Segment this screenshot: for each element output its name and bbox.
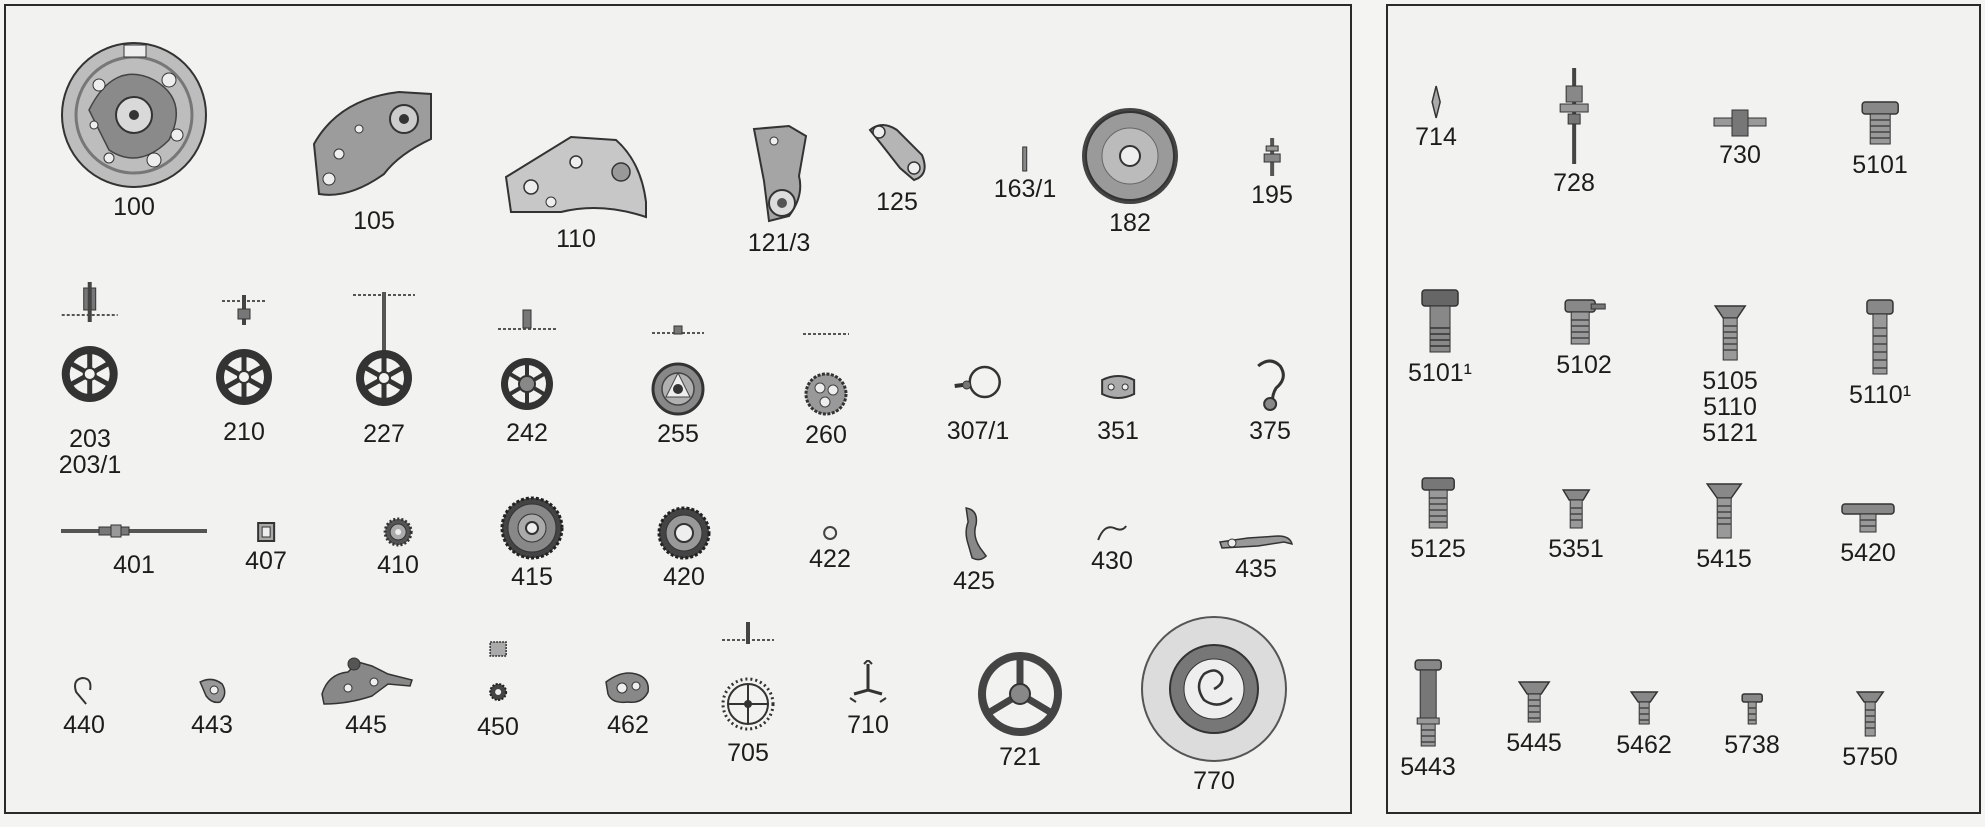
gear-icon bbox=[1080, 106, 1180, 206]
pallet-fork-icon bbox=[846, 660, 890, 708]
crown-wheel-icon bbox=[500, 496, 564, 560]
part-5443 bbox=[1400, 658, 1456, 780]
part-number: 5101¹ bbox=[1408, 359, 1472, 387]
winding-stem-icon bbox=[59, 518, 209, 548]
part-number: 375 bbox=[1249, 417, 1291, 445]
balance-staff-icon bbox=[1556, 66, 1592, 166]
part-number: 182 bbox=[1109, 209, 1151, 237]
pin-icon bbox=[1429, 84, 1443, 120]
part-307-1 bbox=[947, 360, 1010, 444]
part-number: 5351 bbox=[1548, 535, 1604, 563]
part-210 bbox=[214, 295, 274, 445]
part-number-alt: 203/1 bbox=[58, 451, 122, 479]
part-430 bbox=[1091, 522, 1133, 574]
part-number: 227 bbox=[363, 420, 405, 448]
clip-icon bbox=[951, 360, 1006, 414]
part-number: 210 bbox=[223, 418, 265, 446]
part-401 bbox=[59, 518, 209, 578]
ratchet-wheel-icon bbox=[657, 506, 711, 560]
part-422 bbox=[809, 524, 851, 572]
cam-icon bbox=[602, 668, 654, 708]
part-number: 5738 bbox=[1724, 731, 1780, 759]
part-number: 422 bbox=[809, 545, 851, 573]
plate-icon bbox=[1098, 370, 1138, 414]
part-5101-sup bbox=[1408, 288, 1472, 386]
lever-icon bbox=[744, 121, 814, 226]
wheel-icon bbox=[214, 295, 274, 415]
part-number: 5443 bbox=[1400, 753, 1456, 781]
part-number: 5750 bbox=[1842, 743, 1898, 771]
hairspring-icon bbox=[1138, 614, 1290, 764]
part-number: 5105 bbox=[1702, 367, 1758, 395]
bridge-icon bbox=[501, 132, 651, 222]
part-105 bbox=[309, 84, 439, 234]
screw-icon bbox=[1855, 688, 1885, 740]
part-705 bbox=[718, 622, 778, 766]
part-number: 110 bbox=[556, 225, 596, 253]
part-121-3 bbox=[744, 121, 814, 256]
screw-icon bbox=[1858, 98, 1902, 148]
lever-icon bbox=[1218, 530, 1294, 552]
part-number: 443 bbox=[191, 711, 233, 739]
part-number-alt: 5110 bbox=[1703, 393, 1757, 421]
part-number: 195 bbox=[1251, 181, 1293, 209]
part-5125 bbox=[1410, 476, 1466, 562]
screw-icon bbox=[1517, 678, 1551, 726]
part-100 bbox=[59, 40, 209, 220]
part-number: 5125 bbox=[1410, 535, 1466, 563]
part-242 bbox=[496, 308, 558, 446]
part-435 bbox=[1218, 530, 1294, 582]
part-462 bbox=[602, 668, 654, 738]
part-number: 450 bbox=[477, 713, 519, 741]
part-number: 260 bbox=[805, 421, 847, 449]
part-5351 bbox=[1548, 486, 1604, 562]
lever-icon bbox=[956, 504, 992, 564]
part-number: 5415 bbox=[1696, 545, 1752, 573]
part-714 bbox=[1415, 84, 1457, 150]
part-number: 430 bbox=[1091, 547, 1133, 575]
part-440 bbox=[63, 672, 105, 738]
screw-icon bbox=[1561, 298, 1607, 348]
part-730 bbox=[1712, 108, 1768, 168]
part-number: 121/3 bbox=[747, 229, 811, 257]
part-260 bbox=[801, 328, 851, 448]
part-number: 410 bbox=[377, 551, 419, 579]
part-5415 bbox=[1696, 480, 1752, 572]
part-number: 242 bbox=[506, 419, 548, 447]
part-227 bbox=[349, 292, 419, 447]
pinion-icon bbox=[486, 640, 510, 710]
spring-icon bbox=[1250, 358, 1290, 414]
screw-icon bbox=[1863, 298, 1897, 378]
roller-icon bbox=[1712, 108, 1768, 138]
wheel-icon bbox=[650, 325, 706, 417]
part-5110-sup bbox=[1849, 298, 1911, 408]
part-407 bbox=[245, 520, 287, 574]
part-number: 435 bbox=[1235, 555, 1277, 583]
part-728 bbox=[1553, 66, 1595, 196]
part-number: 728 bbox=[1553, 169, 1595, 197]
part-number: 5462 bbox=[1616, 731, 1672, 759]
part-415 bbox=[500, 496, 564, 590]
screw-icon bbox=[1713, 302, 1747, 364]
bridge-icon bbox=[309, 84, 439, 204]
part-number: 5420 bbox=[1840, 539, 1896, 567]
part-number: 770 bbox=[1193, 767, 1235, 795]
spring-icon bbox=[66, 672, 102, 708]
part-number: 307/1 bbox=[946, 417, 1010, 445]
part-number: 415 bbox=[511, 563, 553, 591]
part-182 bbox=[1080, 106, 1180, 236]
part-number: 714 bbox=[1415, 123, 1457, 151]
part-443 bbox=[191, 672, 233, 738]
part-255 bbox=[650, 325, 706, 447]
part-number: 730 bbox=[1719, 141, 1761, 169]
part-number: 5102 bbox=[1556, 351, 1612, 379]
part-203 bbox=[59, 282, 122, 478]
sleeve-icon bbox=[255, 520, 277, 544]
part-420 bbox=[657, 506, 711, 590]
part-number: 721 bbox=[999, 743, 1041, 771]
part-375 bbox=[1249, 358, 1291, 444]
part-5420 bbox=[1840, 500, 1896, 566]
wheel-icon bbox=[349, 292, 419, 417]
part-number: 420 bbox=[663, 563, 705, 591]
cam-icon bbox=[194, 672, 230, 708]
part-125 bbox=[862, 120, 932, 215]
wheel-icon bbox=[496, 308, 558, 416]
part-number: 351 bbox=[1097, 417, 1139, 445]
pinion-icon bbox=[382, 516, 414, 548]
ring-icon bbox=[821, 524, 839, 542]
part-number: 425 bbox=[953, 567, 995, 595]
part-5105 bbox=[1702, 302, 1758, 446]
part-195 bbox=[1251, 136, 1293, 208]
part-number: 445 bbox=[345, 711, 387, 739]
part-445 bbox=[318, 654, 414, 738]
part-number: 5110¹ bbox=[1848, 381, 1912, 409]
part-770 bbox=[1138, 614, 1290, 794]
escape-wheel-icon bbox=[718, 622, 778, 736]
lever-icon bbox=[862, 120, 932, 185]
part-425 bbox=[953, 504, 995, 594]
mainplate-icon bbox=[59, 40, 209, 190]
part-163-1 bbox=[994, 146, 1057, 202]
screw-icon bbox=[1840, 500, 1896, 536]
lever-icon bbox=[318, 654, 414, 708]
part-number: 100 bbox=[113, 193, 155, 221]
screw-icon bbox=[1418, 288, 1462, 356]
part-number: 407 bbox=[245, 547, 287, 575]
spring-icon bbox=[1094, 522, 1130, 544]
part-number: 710 bbox=[847, 711, 889, 739]
part-number: 440 bbox=[63, 711, 105, 739]
screw-icon bbox=[1629, 688, 1659, 728]
part-110 bbox=[501, 132, 651, 252]
part-number: 5101 bbox=[1852, 151, 1908, 179]
part-number: 401 bbox=[113, 551, 155, 579]
part-5101 bbox=[1852, 98, 1908, 178]
part-5750 bbox=[1842, 688, 1898, 770]
wheel-icon bbox=[60, 282, 120, 422]
screw-icon bbox=[1418, 476, 1458, 532]
part-number: 105 bbox=[353, 207, 395, 235]
part-number: 5445 bbox=[1506, 729, 1562, 757]
wheel-icon bbox=[801, 328, 851, 418]
part-number: 203 bbox=[69, 425, 111, 453]
screw-icon bbox=[1561, 486, 1591, 532]
part-351 bbox=[1097, 370, 1139, 444]
part-721 bbox=[972, 648, 1068, 770]
part-number: 705 bbox=[727, 739, 769, 767]
part-450 bbox=[477, 640, 519, 740]
screw-icon bbox=[1411, 658, 1445, 750]
part-710 bbox=[846, 660, 890, 738]
part-5462 bbox=[1616, 688, 1672, 758]
part-number-alt: 5121 bbox=[1702, 419, 1758, 447]
part-5738 bbox=[1724, 690, 1780, 758]
part-number: 255 bbox=[657, 420, 699, 448]
part-410 bbox=[377, 516, 419, 578]
screw-icon bbox=[1739, 690, 1765, 728]
part-number: 462 bbox=[607, 711, 649, 739]
pinion-icon bbox=[1261, 136, 1283, 178]
part-5445 bbox=[1506, 678, 1562, 756]
balance-wheel-icon bbox=[972, 648, 1068, 740]
pin-icon bbox=[1019, 146, 1031, 172]
screw-icon bbox=[1705, 480, 1743, 542]
part-5102 bbox=[1556, 298, 1612, 378]
part-number: 163/1 bbox=[993, 175, 1057, 203]
part-number: 125 bbox=[876, 188, 918, 216]
